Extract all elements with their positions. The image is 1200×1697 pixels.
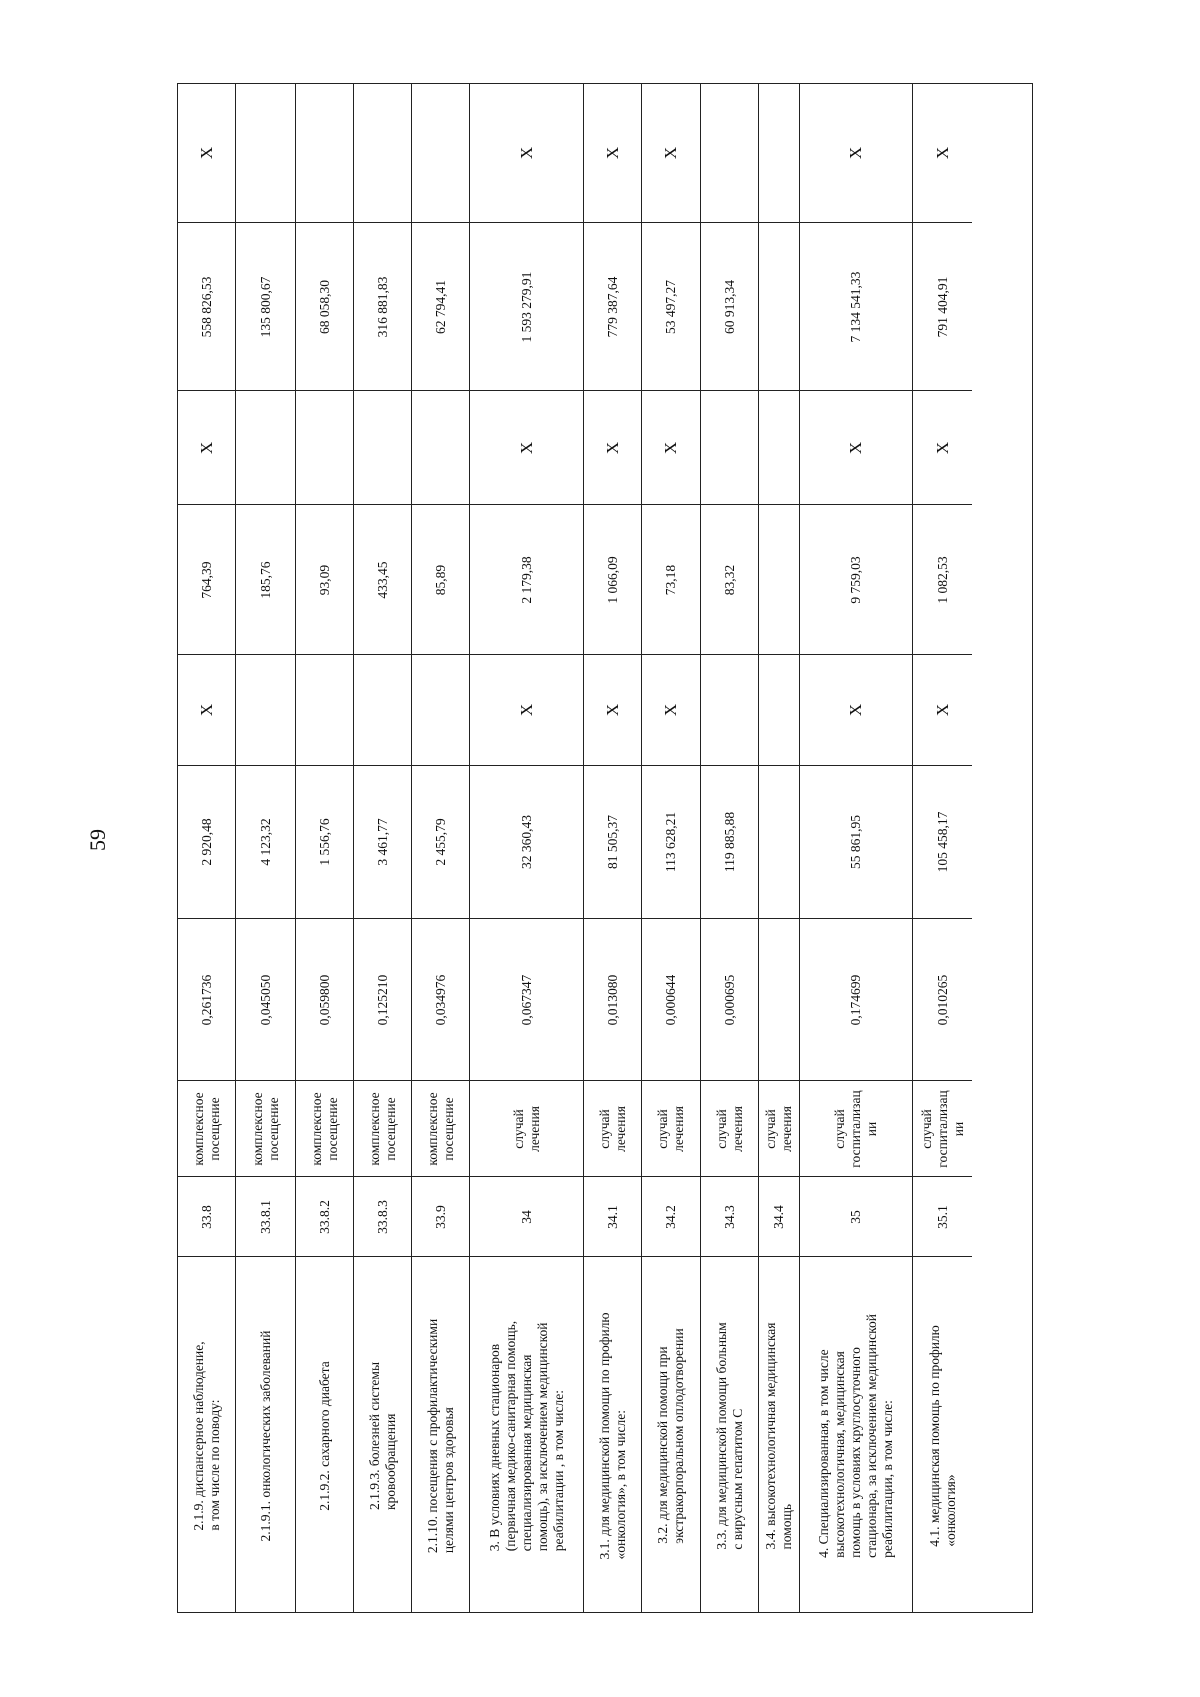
row-name-line: 2.1.9.3. болезней системы [366, 1361, 382, 1510]
unit-line: комплексное [249, 1091, 265, 1166]
c4-cell [642, 222, 700, 390]
volume-cell [296, 918, 353, 1080]
c1-cell [913, 654, 972, 765]
c2-cell [642, 504, 700, 654]
rotated-data-table [177, 83, 1033, 1613]
norm-cell [178, 765, 235, 918]
c1-cell [412, 654, 469, 765]
c1-cell [236, 654, 295, 765]
c5-cell [759, 84, 799, 222]
c1-value: X [932, 703, 952, 717]
code-value: 35 [848, 1209, 863, 1224]
table-row [700, 84, 758, 1612]
unit-line: посещение [265, 1096, 281, 1161]
code-value: 34.2 [663, 1204, 678, 1229]
unit-line: случай [832, 1108, 847, 1149]
norm-value: 4 123,32 [257, 818, 273, 866]
unit-cell [913, 1080, 972, 1176]
c1-value: X [516, 703, 536, 717]
c1-cell [178, 654, 235, 765]
c1-value: X [661, 703, 680, 717]
volume-cell [800, 918, 912, 1080]
row-name-line: 3.2. для медицинской помощи при [655, 1345, 670, 1544]
c3-cell [470, 390, 583, 504]
volume-cell [236, 918, 295, 1080]
c1-cell [759, 654, 799, 765]
row-name-line: экстракорпоральном оплодотворении [671, 1327, 686, 1544]
c4-value: 558 826,53 [198, 276, 214, 337]
c1-cell [470, 654, 583, 765]
c4-value: 1 593 279,91 [518, 271, 534, 342]
code-cell [800, 1176, 912, 1256]
c2-cell [296, 504, 353, 654]
row-name-line: 2.1.9.1. онкологических заболеваний [257, 1330, 273, 1541]
norm-cell [296, 765, 353, 918]
volume-cell [178, 918, 235, 1080]
row-name-cell [759, 1256, 799, 1614]
c4-cell [236, 222, 295, 390]
c2-value: 185,76 [257, 560, 273, 599]
c4-cell [701, 222, 758, 390]
c5-value: X [602, 146, 622, 160]
c1-value: X [602, 703, 622, 717]
code-value: 33.8.3 [374, 1199, 390, 1234]
c3-cell [642, 390, 700, 504]
unit-cell [296, 1080, 353, 1176]
volume-value: 0,059800 [316, 974, 332, 1025]
unit-line: посещение [206, 1096, 222, 1161]
c3-cell [354, 390, 411, 504]
c3-value: X [846, 441, 865, 454]
norm-value: 2 455,79 [432, 818, 448, 866]
c1-cell [642, 654, 700, 765]
c2-value: 73,18 [663, 564, 678, 595]
c3-cell [701, 390, 758, 504]
c2-value: 433,45 [374, 560, 390, 599]
row-name-cell [354, 1256, 411, 1614]
c1-value: X [196, 703, 216, 717]
c1-cell [584, 654, 641, 765]
volume-cell [642, 918, 700, 1080]
volume-value: 0,000644 [663, 974, 678, 1025]
c1-cell [800, 654, 912, 765]
unit-cell [759, 1080, 799, 1176]
c4-value: 68 058,30 [316, 279, 332, 334]
row-name-line: кровообращения [382, 1413, 398, 1510]
c2-value: 1 082,53 [934, 555, 950, 604]
code-cell [584, 1176, 641, 1256]
c3-value: X [516, 441, 536, 454]
c2-cell [701, 504, 758, 654]
volume-cell [913, 918, 972, 1080]
code-value: 35.1 [934, 1204, 950, 1229]
c4-value: 62 794,41 [432, 279, 448, 334]
code-value: 34.3 [721, 1204, 737, 1229]
c3-cell [178, 390, 235, 504]
code-value: 33.8 [198, 1204, 214, 1229]
norm-cell [236, 765, 295, 918]
norm-cell [642, 765, 700, 918]
c4-cell [412, 222, 469, 390]
row-name-cell [296, 1256, 353, 1614]
c5-value: X [846, 146, 865, 160]
row-name-cell [236, 1256, 295, 1614]
volume-cell [759, 918, 799, 1080]
c4-cell [800, 222, 912, 390]
c2-cell [800, 504, 912, 654]
code-value: 33.9 [432, 1204, 448, 1229]
c4-cell [470, 222, 583, 390]
row-name-cell [800, 1256, 912, 1614]
c5-value: X [196, 146, 216, 160]
c5-cell [236, 84, 295, 222]
unit-cell [178, 1080, 235, 1176]
unit-line: случай [510, 1108, 526, 1149]
row-name-line: с вирусным гепатитом С [729, 1408, 745, 1550]
norm-cell [470, 765, 583, 918]
code-cell [412, 1176, 469, 1256]
c5-cell [296, 84, 353, 222]
unit-line: лечения [671, 1105, 686, 1152]
unit-line: комплексное [366, 1091, 382, 1166]
unit-line: ии [950, 1121, 966, 1136]
code-value: 33.8.2 [316, 1199, 332, 1234]
row-name-cell [584, 1256, 641, 1614]
row-name-line: 3. В условиях дневных стационаров [486, 1343, 502, 1551]
unit-line: посещение [440, 1096, 456, 1161]
unit-line: ии [864, 1121, 879, 1136]
c2-cell [584, 504, 641, 654]
c4-value: 53 497,27 [663, 279, 678, 334]
unit-line: случай [918, 1108, 934, 1149]
unit-cell [412, 1080, 469, 1176]
code-cell [296, 1176, 353, 1256]
c2-cell [236, 504, 295, 654]
c2-value: 83,32 [721, 564, 737, 595]
table-row [178, 84, 235, 1612]
norm-value: 32 360,43 [518, 815, 534, 869]
norm-cell [584, 765, 641, 918]
c3-cell [584, 390, 641, 504]
unit-line: случай [655, 1108, 670, 1149]
c3-value: X [602, 441, 622, 454]
row-name-line: стационара, за исключением медицинской [864, 1313, 879, 1558]
c3-value: X [932, 441, 952, 454]
row-name-line: 2.1.9.2. сахарного диабета [316, 1360, 332, 1511]
norm-cell [701, 765, 758, 918]
volume-cell [470, 918, 583, 1080]
unit-cell [236, 1080, 295, 1176]
c1-cell [296, 654, 353, 765]
row-name-line: 4.1. медицинская помощь по профилю [926, 1324, 942, 1547]
c4-cell [178, 222, 235, 390]
c5-cell [642, 84, 700, 222]
row-name-line: в том числе по поводу: [206, 1398, 222, 1531]
row-name-line: помощь в условиях круглосуточного [848, 1346, 863, 1558]
c2-value: 93,09 [316, 564, 332, 595]
volume-value: 0,034976 [432, 974, 448, 1025]
page-number: 59 [85, 829, 110, 851]
c2-value: 1 066,09 [604, 555, 620, 604]
unit-line: случай [596, 1108, 612, 1149]
norm-value: 81 505,37 [604, 815, 620, 869]
unit-cell [701, 1080, 758, 1176]
c4-cell [913, 222, 972, 390]
c2-cell [759, 504, 799, 654]
table-row [799, 84, 912, 1612]
volume-value: 0,010265 [934, 974, 950, 1025]
unit-line: лечения [729, 1105, 745, 1152]
table-row [469, 84, 583, 1612]
row-name-line: 2.1.10. посещения с профилактическими [424, 1318, 440, 1553]
c3-cell [913, 390, 972, 504]
unit-line: лечения [779, 1105, 794, 1152]
code-cell [354, 1176, 411, 1256]
unit-line: госпитализац [848, 1089, 863, 1168]
c5-cell [178, 84, 235, 222]
volume-value: 0,045050 [257, 974, 273, 1025]
volume-value: 0,067347 [518, 974, 534, 1025]
c2-cell [178, 504, 235, 654]
row-name-cell [470, 1256, 583, 1614]
norm-value: 1 556,76 [316, 818, 332, 866]
c2-cell [354, 504, 411, 654]
c2-cell [470, 504, 583, 654]
code-cell [470, 1176, 583, 1256]
table-row [235, 84, 295, 1612]
unit-cell [584, 1080, 641, 1176]
row-name-line: помощь), за исключением медицинской [534, 1321, 550, 1551]
table-row [641, 84, 700, 1612]
c4-cell [354, 222, 411, 390]
row-name-cell [701, 1256, 758, 1614]
norm-value: 55 861,95 [848, 815, 863, 869]
volume-value: 0,174699 [848, 974, 863, 1025]
volume-value: 0,013080 [604, 974, 620, 1025]
unit-line: лечения [526, 1105, 542, 1152]
volume-value: 0,125210 [374, 974, 390, 1025]
c4-value: 7 134 541,33 [848, 271, 863, 342]
row-name-line: 3.3. для медицинской помощи больным [713, 1321, 729, 1550]
c4-cell [296, 222, 353, 390]
c2-cell [412, 504, 469, 654]
code-cell [701, 1176, 758, 1256]
table-row [295, 84, 353, 1612]
volume-cell [584, 918, 641, 1080]
row-name-line: специализированная медицинская [518, 1354, 534, 1551]
norm-value: 2 920,48 [198, 818, 214, 866]
c5-cell [584, 84, 641, 222]
c3-cell [412, 390, 469, 504]
row-name-line: помощь [779, 1503, 794, 1550]
c4-value: 60 913,34 [721, 279, 737, 334]
c4-cell [584, 222, 641, 390]
c4-value: 791 404,91 [934, 276, 950, 337]
c4-value: 779 387,64 [604, 276, 620, 337]
unit-cell [354, 1080, 411, 1176]
c1-cell [354, 654, 411, 765]
norm-value: 113 628,21 [663, 811, 678, 873]
unit-line: случай [763, 1108, 778, 1149]
c3-value: X [196, 441, 216, 454]
row-name-cell [178, 1256, 235, 1614]
c3-cell [236, 390, 295, 504]
norm-value: 119 885,88 [721, 811, 737, 873]
row-name-line: 3.4. высокотехнологичная медицинская [763, 1321, 778, 1550]
c5-cell [354, 84, 411, 222]
c5-cell [470, 84, 583, 222]
c4-value: 316 881,83 [374, 276, 390, 337]
unit-line: госпитализац [934, 1089, 950, 1168]
code-value: 34.4 [771, 1204, 786, 1229]
norm-cell [354, 765, 411, 918]
table-row [411, 84, 469, 1612]
c2-value: 2 179,38 [518, 555, 534, 604]
row-name-cell [642, 1256, 700, 1614]
code-value: 33.8.1 [257, 1199, 273, 1234]
code-cell [913, 1176, 972, 1256]
unit-line: лечения [612, 1105, 628, 1152]
c5-value: X [661, 146, 680, 160]
unit-line: комплексное [190, 1091, 206, 1166]
row-name-line: 4. Специализированная, в том числе [816, 1348, 831, 1558]
volume-cell [412, 918, 469, 1080]
c3-cell [759, 390, 799, 504]
table-row [758, 84, 799, 1612]
c5-cell [800, 84, 912, 222]
row-name-line: «онкология», в том числе: [612, 1409, 628, 1560]
unit-cell [470, 1080, 583, 1176]
norm-cell [913, 765, 972, 918]
c4-cell [759, 222, 799, 390]
norm-cell [759, 765, 799, 918]
unit-cell [642, 1080, 700, 1176]
c4-value: 135 800,67 [257, 276, 273, 337]
volume-value: 0,000695 [721, 974, 737, 1025]
norm-cell [412, 765, 469, 918]
unit-line: случай [713, 1108, 729, 1149]
table-row [583, 84, 641, 1612]
row-name-line: реабилитации , в том числе: [550, 1389, 566, 1551]
c5-value: X [516, 146, 536, 160]
volume-value: 0,261736 [198, 974, 214, 1025]
c2-value: 764,39 [198, 560, 214, 599]
row-name-line: «онкология» [942, 1473, 958, 1547]
table-row [912, 84, 972, 1612]
code-cell [642, 1176, 700, 1256]
c5-cell [701, 84, 758, 222]
row-name-line: реабилитации, в том числе: [880, 1399, 895, 1558]
table-row [353, 84, 411, 1612]
unit-line: посещение [382, 1096, 398, 1161]
norm-cell [800, 765, 912, 918]
code-value: 34.1 [604, 1204, 620, 1229]
code-cell [236, 1176, 295, 1256]
unit-line: комплексное [308, 1091, 324, 1166]
c1-cell [701, 654, 758, 765]
row-name-line: 2.1.9. диспансерное наблюдение, [190, 1340, 206, 1531]
c5-cell [412, 84, 469, 222]
unit-line: комплексное [424, 1091, 440, 1166]
row-name-cell [913, 1256, 972, 1614]
row-name-line: высокотехнологичная, медицинская [832, 1350, 847, 1558]
row-name-line: (первичная медико-санитарная помощь, [502, 1320, 518, 1551]
unit-line: посещение [324, 1096, 340, 1161]
c5-value: X [932, 146, 952, 160]
c2-value: 85,89 [432, 564, 448, 595]
norm-value: 3 461,77 [374, 818, 390, 866]
c5-cell [913, 84, 972, 222]
c3-value: X [661, 441, 680, 454]
norm-value: 105 458,17 [934, 811, 950, 873]
c2-value: 9 759,03 [848, 555, 863, 604]
c1-value: X [846, 703, 865, 717]
c3-cell [296, 390, 353, 504]
code-value: 34 [518, 1209, 534, 1224]
volume-cell [701, 918, 758, 1080]
code-cell [759, 1176, 799, 1256]
volume-cell [354, 918, 411, 1080]
row-name-cell [412, 1256, 469, 1614]
c3-cell [800, 390, 912, 504]
c2-cell [913, 504, 972, 654]
row-name-line: 3.1. для медицинской помощи по профилю [596, 1311, 612, 1560]
row-name-line: целями центров здоровья [440, 1406, 456, 1553]
code-cell [178, 1176, 235, 1256]
unit-cell [800, 1080, 912, 1176]
